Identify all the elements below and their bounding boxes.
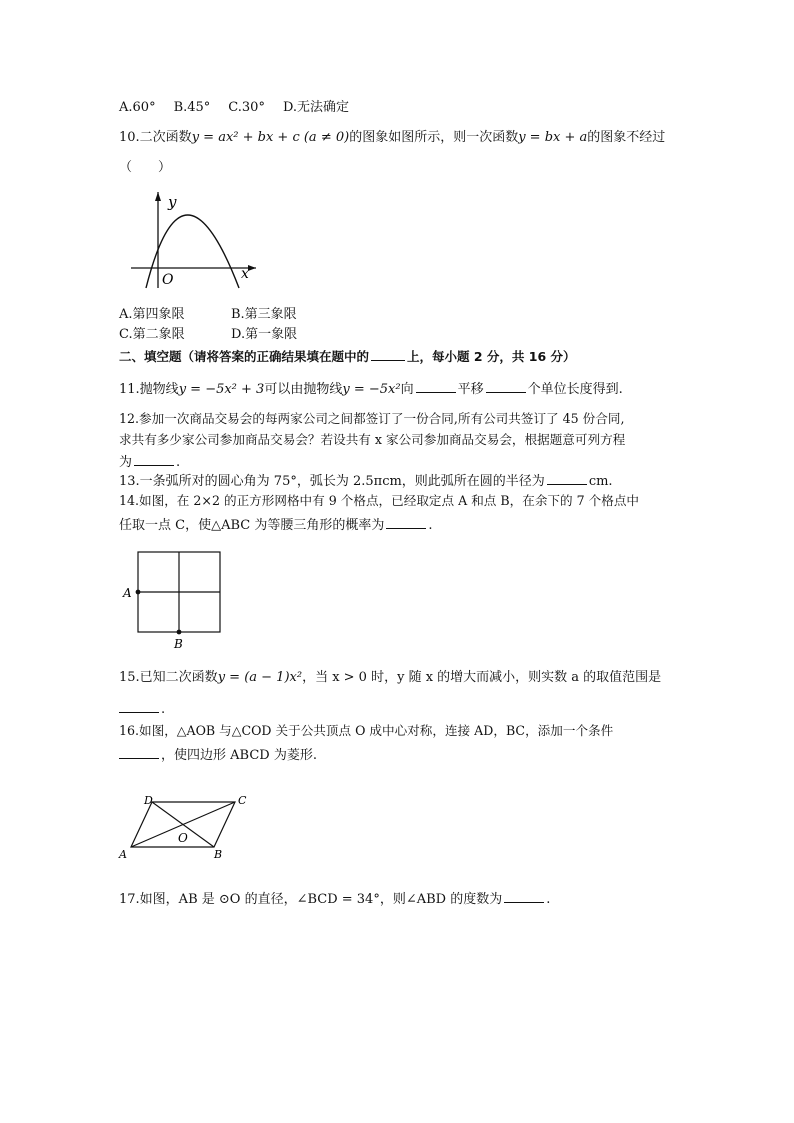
point-a [136, 590, 141, 595]
q16-text: ，使四边形 ABCD 为菱形. [161, 748, 317, 763]
label-c: C [238, 794, 247, 807]
q14-line-2 [119, 516, 432, 534]
q10-equation-quadratic: y = ax² + bx + c (a ≠ 0) [191, 130, 350, 145]
section-2-title-a: 二、填空题（请将答案的正确结果填在题中的 [119, 349, 370, 364]
q12-blank-equation[interactable] [134, 453, 174, 466]
y-axis-label: y [168, 193, 177, 211]
q10-stem [119, 130, 665, 146]
y-axis-arrow-icon [155, 192, 161, 201]
q13-text-a: 13.一条弧所对的圆心角为 75°，弧长为 2.5πcm，则此弧所在圆的半径为 [119, 474, 545, 489]
heading-blank [371, 348, 405, 361]
q10-option-d: D.第一象限 [231, 327, 298, 342]
q16-line-2 [119, 746, 317, 764]
q10-equation-linear: y = bx + a [518, 130, 588, 145]
q11-blank-units[interactable] [486, 380, 526, 393]
q16-parallelogram-figure [116, 792, 256, 862]
q10-mid: 的图象如图所示，则一次函数 [349, 130, 519, 145]
q9-option-d: D.无法确定 [282, 100, 350, 115]
q15-text-a: 15.已知二次函数 [119, 670, 218, 685]
q9-option-a: A.60° [119, 100, 156, 115]
q10-option-a: A.第四象限 [119, 307, 185, 322]
q11-equation-2: y = −5x² [342, 382, 401, 397]
q12-text-b: . [176, 455, 181, 470]
label-a: A [119, 848, 127, 861]
q14-grid-figure [120, 548, 230, 653]
q17-blank-angle[interactable] [504, 890, 544, 903]
q11-equation-1: y = −5x² + 3 [178, 382, 265, 397]
q11-text-b: 可以由抛物线 [264, 382, 343, 397]
q10-option-b: B.第三象限 [231, 307, 297, 322]
q17-text-b: . [546, 892, 551, 907]
q10-suffix: 的图象不经过 [587, 130, 666, 145]
q11 [119, 380, 623, 398]
q17 [119, 890, 550, 908]
q10-answer-paren: （ ） [119, 160, 172, 175]
q12-line-2: 求共有多少家公司参加商品交易会？若设共有 x 家公司参加商品交易会，根据题意可列方程 [119, 432, 626, 447]
q15-equation: y = (a − 1)x² [217, 670, 303, 685]
q12-line-1: 12.参加一次商品交易会的每两家公司之间都签订了一份合同,所有公司共签订了 45 份合同, [119, 411, 625, 426]
label-b: B [174, 637, 183, 651]
q14-text-a: 任取一点 C，使△ABC 为等腰三角形的概率为 [119, 518, 385, 533]
q14-blank-probability[interactable] [386, 516, 426, 529]
q14-line-1: 14.如图，在 2×2 的正方形网格中有 9 个格点，已经取定点 A 和点 B，在余下的 7 个格点中 [119, 493, 640, 508]
q15-answer-line [119, 700, 165, 718]
q10-option-c: C.第二象限 [119, 327, 185, 342]
q11-text-d: 平移 [457, 382, 484, 397]
label-o: O [178, 831, 188, 845]
parabola-curve [146, 215, 239, 288]
q11-text-e: 个单位长度得到. [527, 382, 623, 397]
x-axis-label: x [241, 266, 249, 282]
label-d: D [144, 794, 153, 807]
q14-text-b: . [428, 518, 433, 533]
q12-text-a: 为 [119, 455, 133, 470]
label-a: A [123, 586, 132, 600]
x-axis-arrow-icon [248, 265, 256, 271]
q13-blank-radius[interactable] [547, 472, 587, 485]
q12-line-3 [119, 453, 180, 471]
q13 [119, 472, 613, 490]
origin-label: O [162, 272, 174, 288]
section-2-heading [119, 348, 576, 365]
label-b: B [214, 848, 223, 861]
q9-options [119, 100, 367, 116]
q13-text-b: cm. [588, 474, 613, 489]
point-b [177, 630, 182, 635]
q16-line-1: 16.如图，△AOB 与△COD 关于公共顶点 O 成中心对称，连接 AD，BC，添加一个条件 [119, 723, 614, 738]
q9-option-c: C.30° [228, 100, 265, 115]
q11-blank-direction[interactable] [416, 380, 456, 393]
q15-end: . [161, 702, 166, 717]
q11-text-a: 11.抛物线 [119, 382, 179, 397]
q10-parabola-figure [128, 190, 258, 290]
section-2-title-b: 上，每小题 2 分，共 16 分） [407, 349, 576, 364]
q17-text-a: 17.如图，AB 是 ⊙O 的直径，∠BCD = 34°，则∠ABD 的度数为 [119, 892, 503, 907]
q15-text-b: ，当 x > 0 时，y 随 x 的增大而减小，则实数 a 的取值范围是 [302, 670, 662, 685]
q10-prefix: 10.二次函数 [119, 130, 192, 145]
q9-option-b: B.45° [173, 100, 211, 115]
q16-blank-condition[interactable] [119, 746, 159, 759]
q15-blank-range[interactable] [119, 700, 159, 713]
q15 [119, 670, 661, 686]
q11-text-c: 向 [400, 382, 414, 397]
